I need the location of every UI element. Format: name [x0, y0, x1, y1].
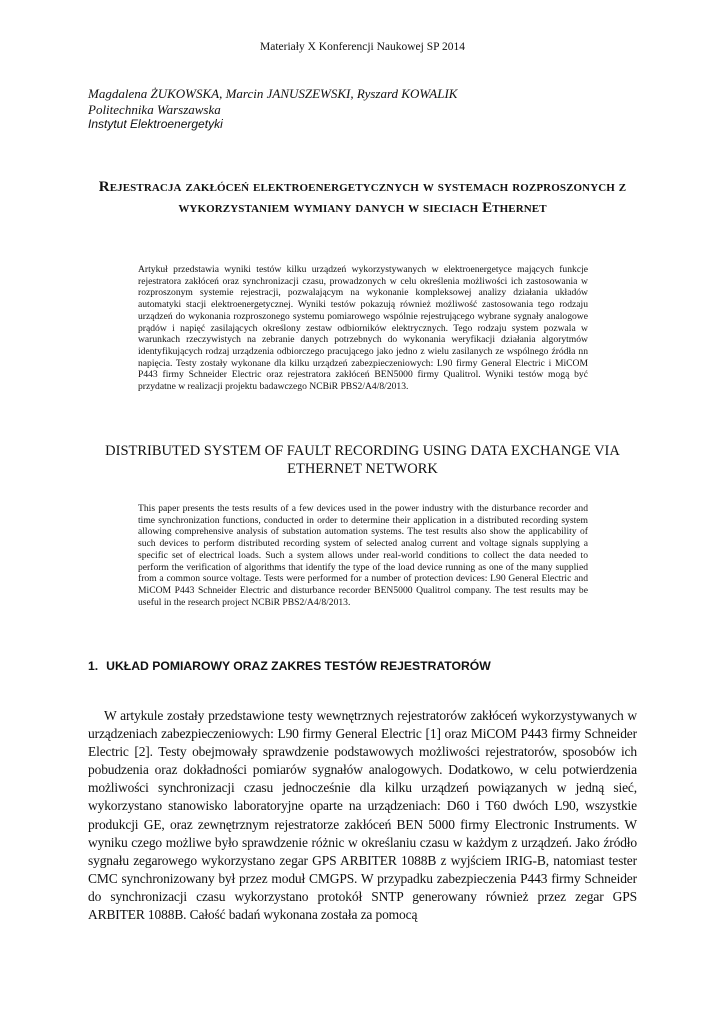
author-institute: Instytut Elektroenergetyki [88, 117, 223, 131]
paper-title-polish: Rejestracja zakłóceń elektroenergetycznych w systemach rozproszonych z wykorzystaniem wymiany danych w sieciach Ethernet [98, 179, 627, 216]
author-university: Politechnika Warszawska [88, 101, 221, 117]
abstract-english: This paper presents the tests results of a few devices used in the power industry with the disturbance recorder and time synchronization functions, conducted in order to determine their application in a distributed recording system allowing comprehensive analysis of substation automation systems. The test results also show the applicability of such devices to perform distributed recording system of selected analog current and voltage signals supplying a specific set of electrical loads. Such a system allows under real-world conditions to collect the data needed to perform the verification of algorithms that identify the type of the load device running as one of the many supplied from a common source voltage. Tests were performed for a number of protection devices: L90 General Electric and MiCOM P443 Schneider Electric and disturbance recorder BEN5000 Qualitrol company. The test results may be useful in the research project NCBiR PBS2/A4/8/2013. [138, 503, 588, 608]
body-paragraph: W artykule zostały przedstawione testy wewnętrznych rejestratorów zakłóceń wykorzystywanych w urządzeniach zabezpieczeniowych: L90 firmy General Electric [1] oraz MiCOM P443 firmy Schneider Electric [2]. Testy obejmowały sprawdzenie podstawowych możliwości rejestratorów, sposobów ich pobudzenia oraz dokładności pomiarów sygnałów analogowych. Dodatkowo, w celu potwierdzenia możliwości synchronizacji czasu jednocześnie dla kilku urządzeń powiązanych w jedną sieć, wykorzystano stanowisko laboratoryjne oparte na urządzeniach: D60 i T60 dwóch L90, wszystkie produkcji GE, oraz zewnętrznym rejestratorze zakłóceń BEN 5000 firmy Electronic Instruments. W wyniku czego możliwe było sprawdzenie różnic w określaniu czasu w każdym z urządzeń. Jako źródło sygnału zegarowego wykorzystano zegar GPS ARBITER 1088B z wyjściem IRIG-B, natomiast tester CMC synchronizowany był przez moduł CMGPS. W przypadku zabezpieczenia P443 firmy Schneider do synchronizacji czasu wykorzystano protokół SNTP generowany również przez zegar GPS ARBITER 1088B. Całość badań wykonana została za pomocą [88, 708, 637, 923]
author-block [88, 86, 648, 117]
section-title: UKŁAD POMIAROWY ORAZ ZAKRES TESTÓW REJESTRATORÓW [106, 659, 491, 673]
running-header: Materiały X Konferencji Naukowej SP 2014 [260, 41, 465, 53]
section-number: 1. [88, 659, 99, 673]
author-names: Magdalena ŻUKOWSKA, Marcin JANUSZEWSKI, Ryszard KOWALIK [88, 86, 458, 101]
section-heading [88, 659, 491, 673]
paper-title-english: DISTRIBUTED SYSTEM OF FAULT RECORDING USING DATA EXCHANGE VIA ETHERNET NETWORK [105, 443, 620, 477]
abstract-polish: Artykuł przedstawia wyniki testów kilku urządzeń wykorzystywanych w elektroenergetyce mających funkcje rejestratora zakłóceń oraz synchronizacji czasu, prowadzonych w celu określenia możliwości ich zastosowania w rozproszonym systemie rejestracji, pozwalającym na wykonanie kompleksowej analizy działania układów automatyki stacji elektroenergetycznej. Wyniki testów pokazują również możliwość zastosowania tego rodzaju urządzeń do wykonania rozproszonego systemu pomiarowego wspólnie rejestrującego wybrane sygnały analogowe prądów i napięć zasilających określony zestaw odbiorników elektrycznych. Tego rodzaju system pozwala w warunkach rzeczywistych na zebranie danych potrzebnych do wykonania weryfikacji działania algorytmów identyfikujących rodzaj urządzenia odbiorczego pracującego jako jedno z wielu zasilanych ze wspólnego źródła nn napięcia. Testy zostały wykonane dla kilku urządzeń zabezpieczeniowych: L90 firmy General Electric i MiCOM P443 firmy Schneider Electric oraz rejestratora zakłóceń BEN5000 firmy Qualitrol. Wyniki testów mogą być przydatne w realizacji projektu badawczego NCBiR PBS2/A4/8/2013. [138, 264, 588, 393]
